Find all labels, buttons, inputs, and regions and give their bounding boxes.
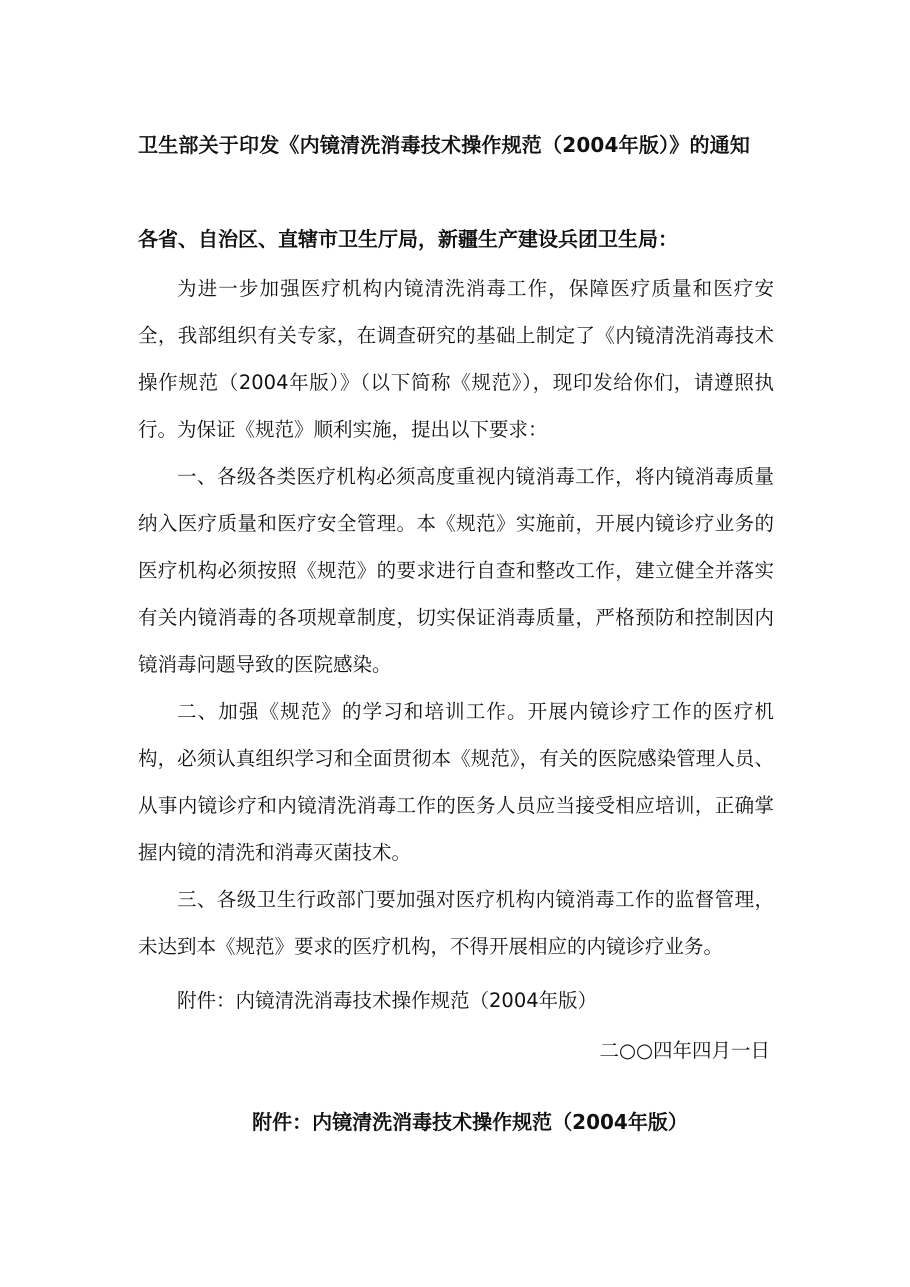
document-body — [138, 265, 774, 970]
attachment-heading: 附件：内镜清洗消毒技术操作规范（2004年版） — [252, 1110, 688, 1134]
paragraph-requirement-3: 三、各级卫生行政部门要加强对医疗机构内镜消毒工作的监督管理，未达到本《规范》要求的医疗机构，不得开展相应的内镜诊疗业务。 — [138, 888, 774, 958]
paragraph-intro: 为进一步加强医疗机构内镜清洗消毒工作，保障医疗质量和医疗安全，我部组织有关专家，在调查研究的基础上制定了《内镜清洗消毒技术操作规范（2004年版）》（以下简称《规范》），现印发给你们，请遵照执行。为保证《规范》顺利实施，提出以下要求： — [138, 277, 774, 441]
paragraph-requirement-2: 二、加强《规范》的学习和培训工作。开展内镜诊疗工作的医疗机构，必须认真组织学习和全面贯彻本《规范》，有关的医院感染管理人员、从事内镜诊疗和内镜清洗消毒工作的医务人员应当接受相应培训，正确掌握内镜的清洗和消毒灭菌技术。 — [138, 700, 774, 864]
salutation: 各省、自治区、直辖市卫生厅局，新疆生产建设兵团卫生局： — [138, 227, 678, 251]
paragraph-requirement-1: 一、各级各类医疗机构必须高度重视内镜消毒工作，将内镜消毒质量纳入医疗质量和医疗安全管理。本《规范》实施前，开展内镜诊疗业务的医疗机构必须按照《规范》的要求进行自查和整改工作，建立健全并落实有关内镜消毒的各项规章制度，切实保证消毒质量，严格预防和控制因内镜消毒问题导致的医院感染。 — [138, 465, 774, 676]
document-title: 卫生部关于印发《内镜清洗消毒技术操作规范（2004年版）》的通知 — [138, 133, 751, 157]
issue-date: 二○○四年四月一日 — [599, 1039, 770, 1062]
attachment-note: 附件：内镜清洗消毒技术操作规范（2004年版） — [177, 989, 598, 1012]
